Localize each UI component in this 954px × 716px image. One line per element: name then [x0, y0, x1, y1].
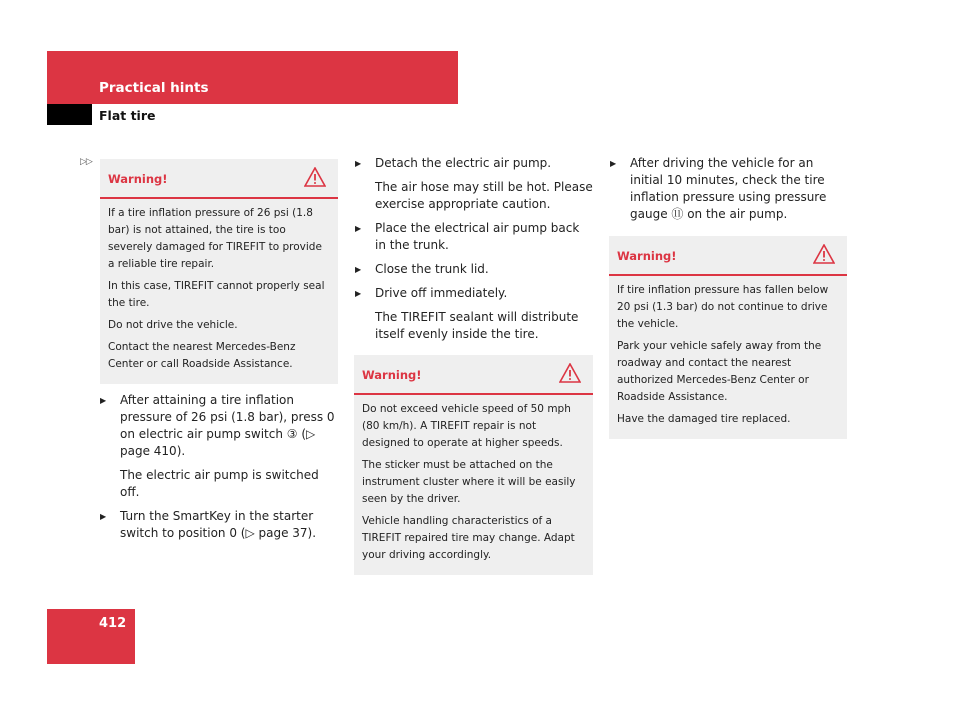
- warning-box-2: [354, 355, 593, 575]
- step-item: [355, 220, 593, 254]
- continued-marker: ▷▷: [80, 157, 92, 167]
- step-item: [610, 155, 847, 223]
- warning-paragraph: The sticker must be attached on the instrument cluster where it will be easily seen by the driver.: [362, 459, 576, 505]
- warning-paragraph: Park your vehicle safely away from the roadway and contact the nearest authorized Mercedes-Benz Center or Roadside Assistance.: [617, 340, 822, 403]
- steps-column-1: [100, 392, 338, 549]
- warning-paragraph: If tire inflation pressure has fallen below 20 psi (1.3 bar) do not continue to drive the vehicle.: [617, 284, 829, 330]
- bullet-arrow-icon: ▶: [355, 289, 362, 298]
- bullet-arrow-icon: ▶: [355, 265, 362, 274]
- warning-title: Warning!: [108, 172, 168, 186]
- warning-paragraph: Contact the nearest Mercedes-Benz Center or call Roadside Assistance.: [108, 341, 296, 370]
- step-item: [100, 392, 338, 460]
- step-item: [355, 155, 593, 172]
- step-text: Place the electrical air pump back in the trunk.: [375, 221, 580, 252]
- warning-paragraph: In this case, TIREFIT cannot properly seal the tire.: [108, 280, 325, 309]
- steps-column-2: [355, 155, 593, 350]
- warning-paragraph: If a tire inflation pressure of 26 psi (1.8 bar) is not attained, the tire is too severely damaged for TIREFIT to provide a reliable tire repair.: [108, 207, 322, 270]
- warning-box-3: [609, 236, 847, 439]
- steps-column-3: [610, 155, 847, 230]
- warning-paragraph: Vehicle handling characteristics of a TIREFIT repaired tire may change. Adapt your driving accordingly.: [362, 515, 575, 561]
- subsection-marker: [47, 104, 92, 125]
- warning-triangle-icon: [559, 363, 581, 383]
- bullet-arrow-icon: ▶: [355, 159, 362, 168]
- step-text: Drive off immediately.: [375, 286, 508, 300]
- bullet-arrow-icon: ▶: [610, 159, 617, 168]
- bullet-arrow-icon: ▶: [100, 512, 107, 521]
- step-item: [355, 285, 593, 302]
- header-band: [47, 51, 458, 104]
- bullet-arrow-icon: ▶: [100, 396, 107, 405]
- page-number: 412: [99, 616, 127, 631]
- step-note: The electric air pump is switched off.: [120, 468, 319, 499]
- warning-box-1: [100, 159, 338, 384]
- warning-header: [354, 355, 593, 395]
- step-item: [355, 261, 593, 278]
- step-item: [100, 508, 338, 542]
- subsection-title: Flat tire: [99, 108, 156, 123]
- warning-header: [100, 159, 338, 199]
- warning-paragraph: Do not drive the vehicle.: [108, 319, 238, 331]
- step-note: The TIREFIT sealant will distribute itself evenly inside the tire.: [375, 310, 579, 341]
- warning-paragraph: Have the damaged tire replaced.: [617, 413, 791, 425]
- warning-title: Warning!: [362, 368, 422, 382]
- step-text: Detach the electric air pump.: [375, 156, 552, 170]
- warning-triangle-icon: [813, 244, 835, 264]
- step-text: After attaining a tire inflation pressure of 26 psi (1.8 bar), press 0 on electric air pump switch ③ (▷ page 410).: [120, 393, 335, 458]
- warning-paragraph: Do not exceed vehicle speed of 50 mph (80 km/h). A TIREFIT repair is not designed to operate at higher speeds.: [362, 403, 571, 449]
- bullet-arrow-icon: ▶: [355, 224, 362, 233]
- step-text: After driving the vehicle for an initial 10 minutes, check the tire inflation pressure using pressure gauge ⑪ on the air pump.: [630, 156, 827, 221]
- warning-header: [609, 236, 847, 276]
- step-text: Close the trunk lid.: [375, 262, 489, 276]
- warning-triangle-icon: [304, 167, 326, 187]
- section-title: Practical hints: [99, 80, 209, 96]
- warning-title: Warning!: [617, 249, 677, 263]
- step-text: Turn the SmartKey in the starter switch to position 0 (▷ page 37).: [120, 509, 317, 540]
- step-note: The air hose may still be hot. Please exercise appropriate caution.: [375, 180, 593, 211]
